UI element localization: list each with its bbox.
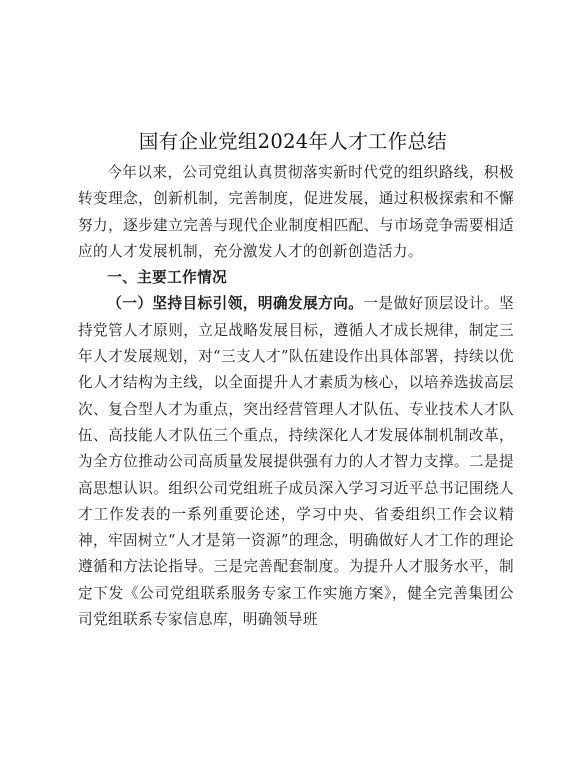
subsection-paragraph bbox=[78, 291, 514, 633]
subsection-lead: （一）坚持目标引领，明确发展方向。 bbox=[107, 295, 364, 313]
section-heading: 一、主要工作情况 bbox=[107, 269, 228, 287]
intro-paragraph: 今年以来，公司党组认真贯彻落实新时代党的组织路线，积极转变理念，创新机制，完善制度，促进发展，通过积极探索和不懈努力，逐步建立完善与现代企业制度相匹配、与市场竞争需要相适应的人才发展机制，充分激发人才的创新创造活力。 bbox=[78, 164, 514, 260]
subsection-text: 一是做好顶层设计。坚持党管人才原则，立足战略发展目标，遵循人才成长规律，制定三年人才发展规划，对“三支人才”队伍建设作出具体部署，持续以优化人才结构为主线，以全面提升人才素质为核心，以培养选拔高层次、复合型人才为重点，突出经营管理人才队伍、专业技术人才队伍、高技能人才队伍三个重点，持续深化人才发展体制机制改革，为全方位推动公司高质量发展提供强有力的人才智力支撑。二是提高思想认识。组织公司党组班子成员深入学习习近平总书记围绕人才工作发表的一系列重要论述，学习中央、省委组织工作会议精神，牢固树立“人才是第一资源”的理念，明确做好人才工作的理论遵循和方法论指导。三是完善配套制度。为提升人才服务水平，制定下发《公司党组联系服务专家工作实施方案》，健全完善集团公司党组联系专家信息库，明确领导班 bbox=[78, 295, 514, 629]
document-body bbox=[78, 160, 514, 633]
document-title: 国有企业党组2024年人才工作总结 bbox=[138, 130, 448, 153]
